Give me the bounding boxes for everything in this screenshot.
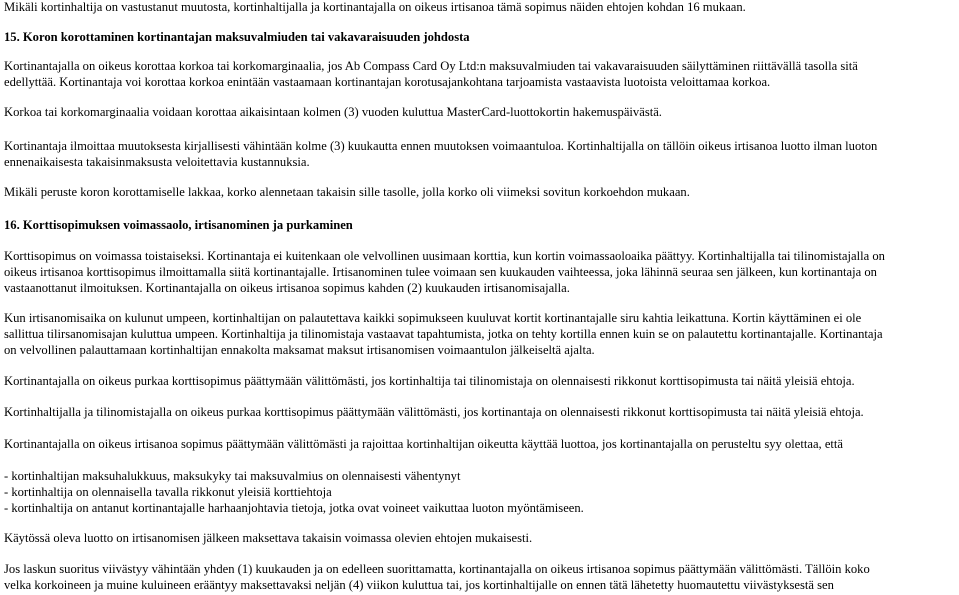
section-16-paragraph-3: Kortinantajalla on oikeus purkaa korttisopimus päättymään välittömästi, jos kortinhaltija tai tilinomistaja on olennaisesti rikkonut korttisopimusta tai näitä yleisiä ehtoja. (4, 374, 855, 388)
section-16-list-item-1: - kortinhaltijan maksuhalukkuus, maksukyky tai maksuvalmius on olennaisesti vähentynyt (4, 469, 461, 483)
section-16-list-item-3: - kortinhaltija on antanut kortinantajalle harhaanjohtavia tietoja, jotka ovat voineet vaikuttaa luoton myöntämiseen. (4, 501, 584, 515)
section-15-heading: 15. Koron korottaminen kortinantajan maksuvalmiuden tai vakavaraisuuden johdosta (4, 30, 470, 44)
section-16-paragraph-6: Käytössä oleva luotto on irtisanomisen jälkeen maksettava takaisin voimassa olevien ehtojen mukaisesti. (4, 531, 533, 545)
section-16-paragraph-5: Kortinantajalla on oikeus irtisanoa sopimus päättymään välittömästi ja rajoittaa kortinhaltijan oikeutta käyttää luottoa, jos kortinantajalla on perusteltu syy olettaa, että (4, 437, 844, 451)
section-16-paragraph-7-line-1: Jos laskun suoritus viivästyy vähintään yhden (1) kuukauden ja on edelleen suorittamatta, kortinantajalla on oikeus irtisanoa sopimus päättymään välittömästi. Tällöin koko (4, 562, 870, 576)
section-16-heading: 16. Korttisopimuksen voimassaolo, irtisanominen ja purkaminen (4, 218, 353, 232)
section-16-paragraph-1-line-2: oikeus irtisanoa korttisopimus ilmoittamalla siitä kortinantajalle. Irtisanominen tulee voimaan sen kuukauden vaihteessa, joka lähinnä seuraa sen jälkeen, kun kortinantaja on (4, 265, 877, 279)
section-15-paragraph-4: Mikäli peruste koron korottamiselle lakkaa, korko alennetaan takaisin sille tasolle, jolla korko oli viimeksi sovitun korkoehdon mukaan. (4, 185, 690, 199)
section-15-paragraph-2: Korkoa tai korkomarginaalia voidaan korottaa aikaisintaan kolmen (3) vuoden kuluttua MasterCard-luottokortin hakemuspäivästä. (4, 105, 662, 119)
section-16-paragraph-4: Kortinhaltijalla ja tilinomistajalla on oikeus purkaa korttisopimus päättymään välittömästi, jos kortinantaja on olennaisesti rikkonut korttisopimusta tai näitä yleisiä ehtoja. (4, 405, 864, 419)
section-16-paragraph-2-line-1: Kun irtisanomisaika on kulunut umpeen, kortinhaltijan on palautettava kaikki sopimukseen kuuluvat kortit kortinantajalle siru kahtia leikattuna. Kortin käyttäminen ei ole (4, 311, 862, 325)
section-16-paragraph-2-line-3: on velvollinen palauttamaan kortinhaltijan ennakolta maksamat maksut irtisanomisen voimaantulon jälkeiseltä ajalta. (4, 343, 595, 357)
section-16-paragraph-1-line-3: vastaanottanut ilmoituksen. Kortinantajalla on oikeus irtisanoa sopimus kahden (2) kuukauden irtisanomisajalla. (4, 281, 570, 295)
intro-line: Mikäli kortinhaltija on vastustanut muutosta, kortinhaltijalla ja kortinantajalla on oikeus irtisanoa tämä sopimus näiden ehtojen kohdan 16 mukaan. (4, 0, 746, 14)
section-15-paragraph-3-line-2: ennenaikaisesta takaisinmaksusta veloitettavia kustannuksia. (4, 155, 310, 169)
section-15-paragraph-1-line-2: edellyttää. Kortinantaja voi korottaa korkoa enintään vastaamaan kortinantajan korotusajankohtana tarjoamista vastaavista luotoista veloittamaa korkoa. (4, 75, 771, 89)
section-15-paragraph-3-line-1: Kortinantaja ilmoittaa muutoksesta kirjallisesti vähintään kolme (3) kuukautta ennen muutoksen voimaantuloa. Kortinhaltijalla on tällöin oikeus irtisanoa luotto ilman luoton (4, 139, 878, 153)
section-16-paragraph-2-line-2: sallittua tilirsanomisajan kuluttua umpeen. Kortinhaltija ja tilinomistaja vastaavat tapahtumista, jotka on tehty kortilla ennen kuin se on palautettu kortinantajalle. Kortinantaja (4, 327, 883, 341)
section-16-paragraph-7-line-2: velka korkoineen ja muine kuluineen erääntyy maksettavaksi neljän (4) viikon kuluttua tai, jos kortinhaltijalle on ennen tätä lähetetty huomautettu viivästyksestä sen (4, 578, 834, 592)
section-16-list-item-2: - kortinhaltija on olennaisella tavalla rikkonut yleisiä korttiehtoja (4, 485, 332, 499)
section-15-paragraph-1-line-1: Kortinantajalla on oikeus korottaa korkoa tai korkomarginaalia, jos Ab Compass Card Oy Ltd:n maksuvalmiuden tai vakavaraisuuden säilyttäminen riittävällä tasolla sitä (4, 59, 858, 73)
section-16-paragraph-1-line-1: Korttisopimus on voimassa toistaiseksi. Kortinantaja ei kuitenkaan ole velvollinen uusimaan korttia, kun kortin voimassaoloaika päättyy. Kortinhaltijalla tai tilinomistajalla on (4, 249, 885, 263)
